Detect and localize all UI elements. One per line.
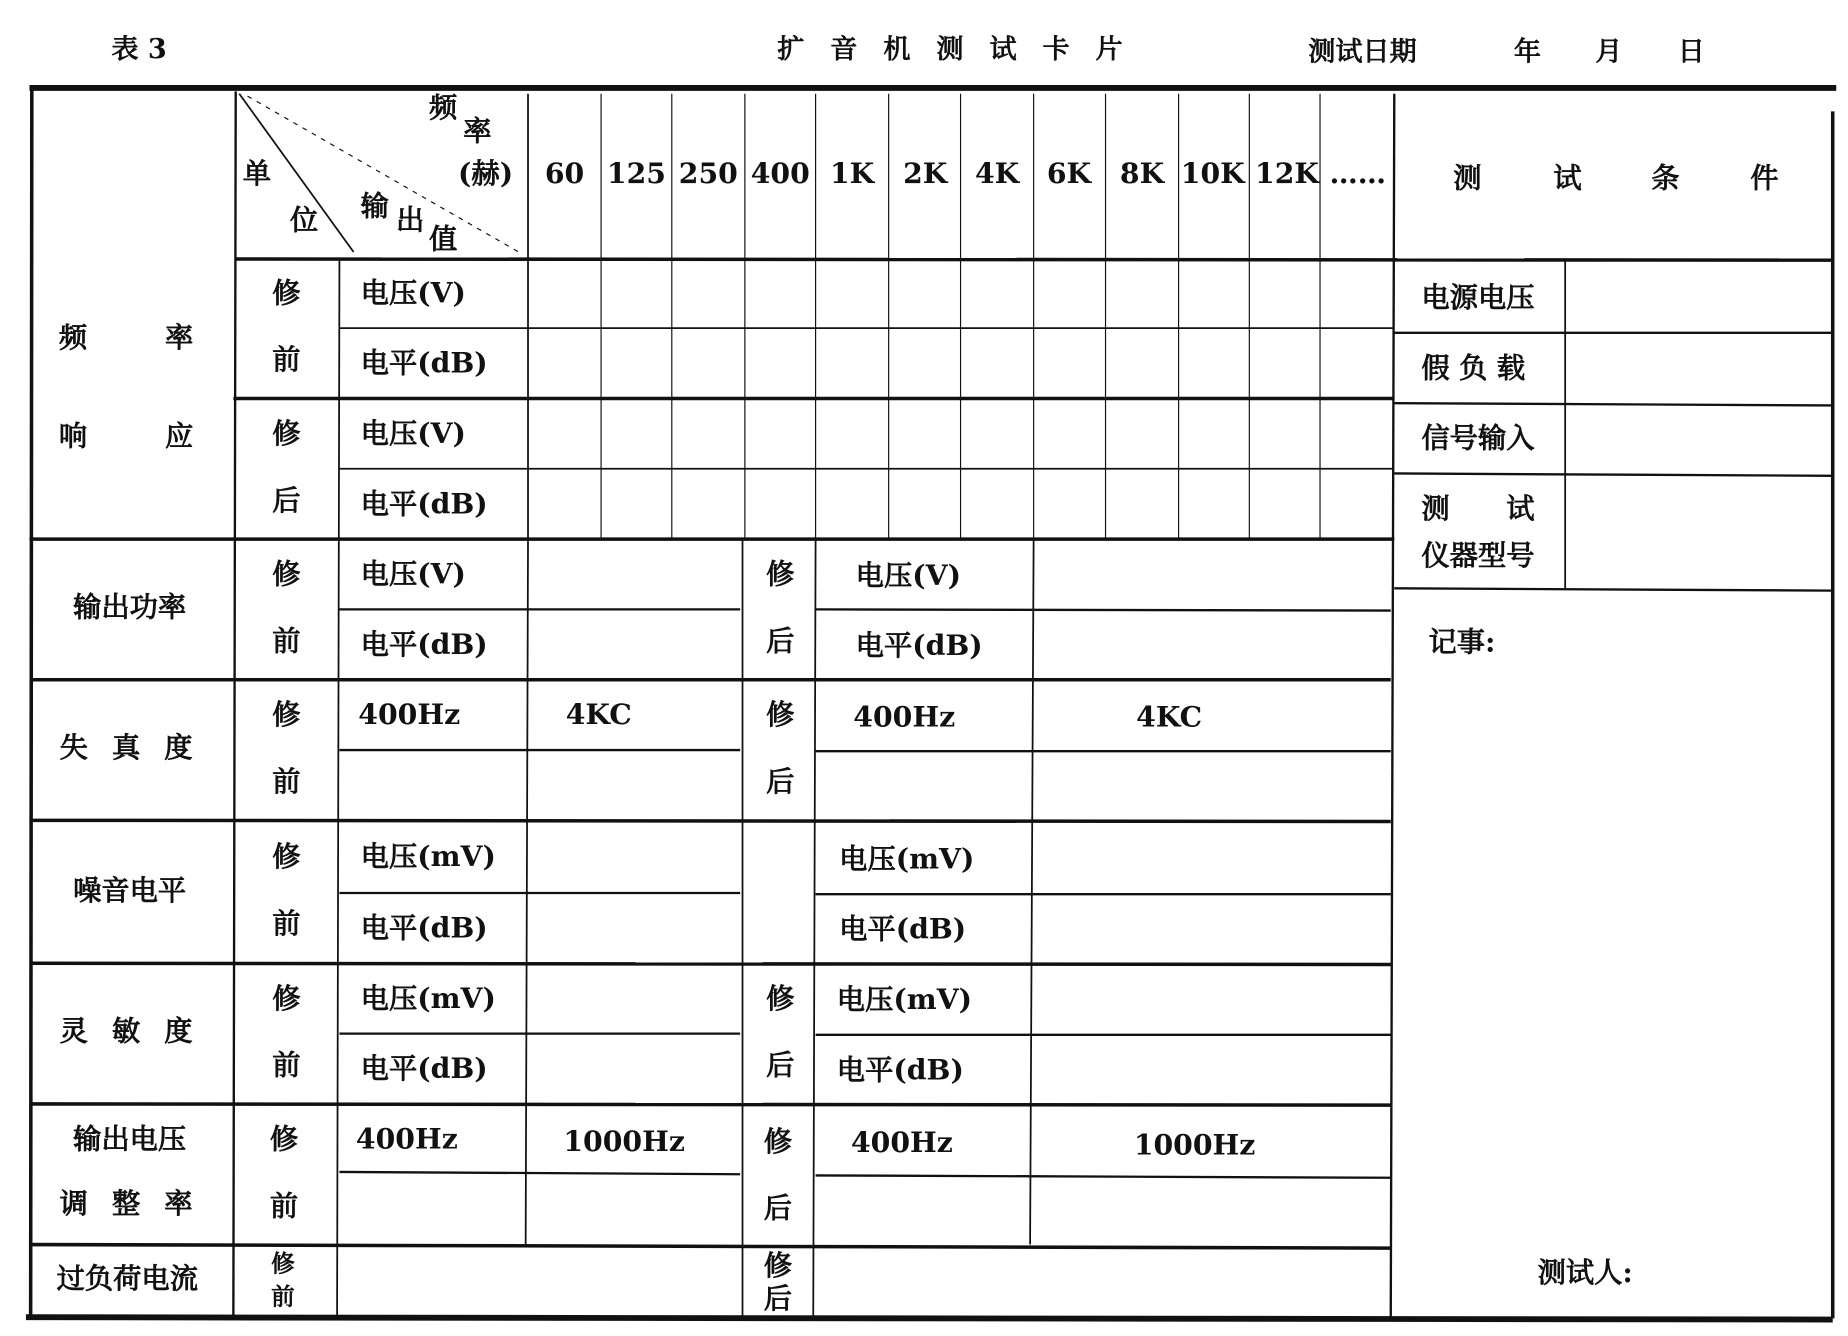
distortion-label: 失 真 度 (59, 730, 200, 765)
after-repair: 后 (766, 623, 795, 658)
table-number: 表 3 (111, 33, 167, 66)
freq-header: 60 (544, 155, 585, 190)
unit-voltage: 电压(V) (360, 416, 466, 451)
after-repair: 修 (766, 697, 795, 732)
after-repair: 后 (763, 1190, 793, 1225)
unit-voltage-mv: 电压(mV) (836, 982, 973, 1017)
before-repair: 修 (272, 980, 301, 1015)
freq-response-label: 频 率 (58, 319, 201, 354)
freq-header: 6K (1046, 155, 1092, 190)
freq-400hz: 400Hz (850, 1125, 953, 1160)
test-date-label: 测试日期 (1308, 35, 1417, 68)
before-repair: 前 (269, 1188, 299, 1223)
freq-header: …… (1329, 155, 1387, 190)
unit-level: 电平(dB) (855, 628, 983, 663)
instrument-label: 测 试 (1421, 491, 1535, 526)
after-repair: 修 (766, 556, 795, 591)
signal-input-label: 信号输入 (1421, 420, 1535, 455)
after-repair: 修 (766, 980, 795, 1015)
freq-4kc: 4KC (1136, 699, 1203, 734)
freq-1000hz: 1000Hz (1133, 1127, 1256, 1162)
freq-400hz: 400Hz (355, 1121, 458, 1156)
freq-header: 4K (974, 155, 1020, 190)
before-repair: 前 (272, 623, 301, 658)
conditions-header: 测 (1453, 160, 1482, 195)
card-title: 扩 音 机 测 试 卡 片 (777, 33, 1123, 66)
tester-label: 测试人: (1537, 1255, 1633, 1290)
corner-hz: (赫) (458, 155, 514, 190)
freq-400hz: 400Hz (853, 699, 956, 734)
corner-freq: 率 (463, 113, 492, 148)
unit-voltage-mv: 电压(mV) (839, 841, 975, 876)
power-voltage-label: 电源电压 (1421, 280, 1535, 315)
corner-unit: 单 (242, 155, 272, 190)
unit-level: 电平(dB) (360, 626, 488, 661)
before-repair: 前 (271, 1282, 295, 1311)
noise-level-label: 噪音电平 (73, 873, 187, 908)
regulation-label: 输出电压 (73, 1121, 187, 1156)
instrument-label: 仪器型号 (1421, 537, 1535, 572)
overload-current-label: 过负荷电流 (56, 1260, 199, 1295)
output-power-label: 输出功率 (73, 589, 187, 624)
unit-voltage: 电压(V) (855, 557, 961, 592)
freq-1000hz: 1000Hz (563, 1123, 685, 1158)
corner-output: 值 (429, 221, 458, 256)
before-repair: 修 (272, 697, 301, 732)
after-repair: 后 (766, 1047, 795, 1082)
freq-header: 1K (829, 155, 875, 190)
after-repair: 后 (763, 1280, 793, 1315)
before-repair: 修 (272, 275, 301, 310)
freq-header: 400 (750, 155, 810, 190)
after-repair: 后 (272, 482, 301, 517)
corner-output: 出 (396, 202, 425, 237)
freq-header: 12K (1255, 155, 1320, 190)
corner-unit: 位 (289, 202, 319, 237)
dummy-load-label: 假负载 (1421, 350, 1535, 385)
before-repair: 修 (272, 556, 301, 591)
after-repair: 修 (272, 416, 301, 451)
before-repair: 前 (272, 342, 301, 377)
before-repair: 修 (272, 839, 301, 874)
year-label: 年 (1513, 35, 1542, 68)
after-repair: 后 (766, 764, 795, 799)
conditions-header: 条 (1651, 160, 1680, 195)
freq-header: 2K (903, 155, 948, 190)
unit-voltage: 电压(V) (360, 275, 466, 310)
unit-level: 电平(dB) (360, 486, 488, 521)
day-label: 日 (1677, 35, 1705, 68)
freq-400hz: 400Hz (358, 697, 461, 732)
conditions-header: 件 (1750, 160, 1779, 195)
month-label: 月 (1595, 35, 1623, 68)
before-repair: 修 (269, 1121, 299, 1156)
freq-header: 8K (1119, 155, 1165, 190)
conditions-header: 试 (1553, 160, 1582, 195)
sensitivity-label: 灵 敏 度 (59, 1013, 200, 1048)
corner-freq: 频 (429, 90, 458, 125)
after-repair: 修 (763, 1123, 793, 1158)
freq-header: 125 (606, 155, 666, 190)
before-repair: 前 (272, 905, 301, 940)
before-repair: 前 (272, 1047, 301, 1082)
before-repair: 前 (272, 764, 301, 799)
unit-level: 电平(dB) (360, 1051, 488, 1086)
unit-level: 电平(dB) (360, 345, 488, 380)
before-repair: 修 (271, 1249, 295, 1278)
corner-output: 输 (360, 188, 389, 223)
after-repair: 修 (763, 1248, 793, 1283)
unit-voltage-mv: 电压(mV) (360, 839, 496, 874)
unit-level: 电平(dB) (836, 1052, 964, 1087)
unit-level: 电平(dB) (839, 911, 967, 946)
unit-level: 电平(dB) (360, 910, 488, 945)
notes-label: 记事: (1428, 624, 1496, 659)
freq-response-label: 响 应 (58, 418, 201, 453)
regulation-label: 调 整 率 (59, 1185, 200, 1220)
freq-header: 250 (678, 155, 738, 190)
freq-header: 10K (1180, 155, 1245, 190)
unit-voltage-mv: 电压(mV) (360, 980, 496, 1015)
freq-4kc: 4KC (565, 697, 632, 732)
unit-voltage: 电压(V) (360, 556, 466, 591)
